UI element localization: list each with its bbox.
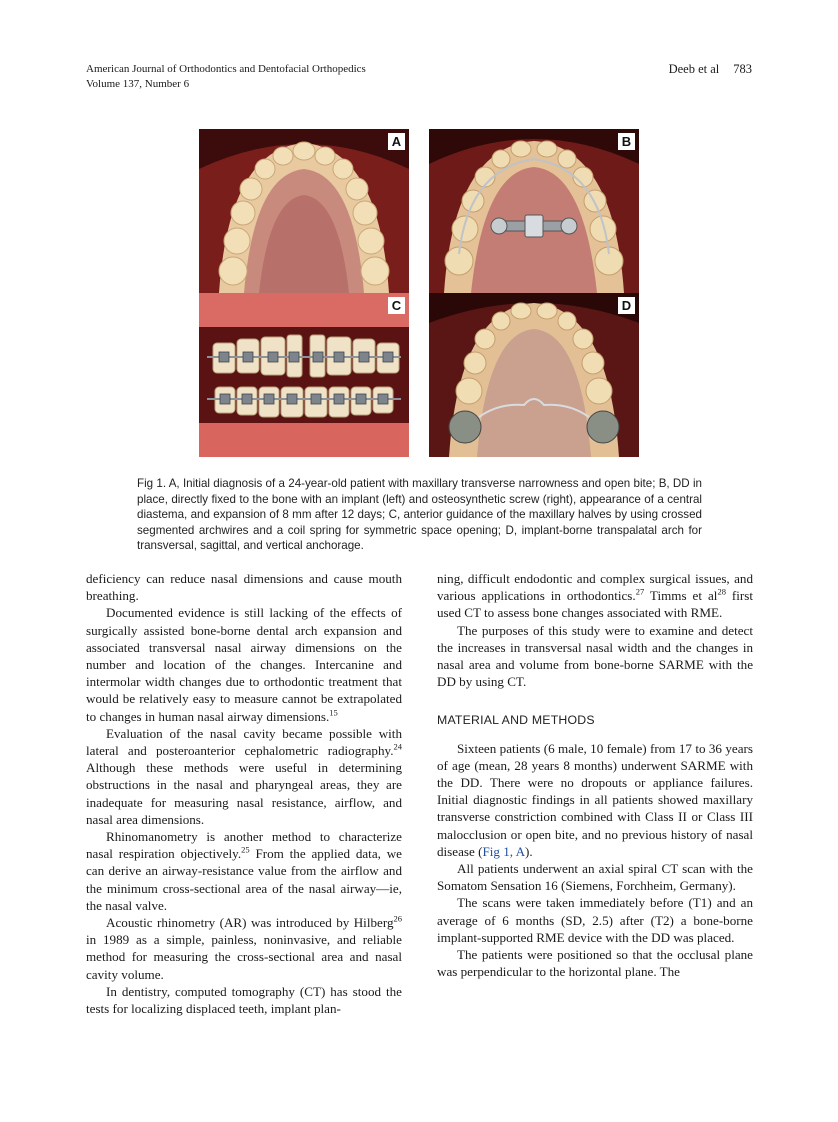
dental-photo-b	[429, 129, 639, 293]
panel-label-c: C	[388, 297, 405, 314]
paragraph: In dentistry, computed tomography (CT) has stood the tests for localizing displaced teeth, implant plan-	[86, 983, 402, 1017]
dental-photo-d	[429, 293, 639, 457]
paragraph: Rhinomanometry is another method to characterize nasal respiration objectively.$^{25}$ From the applied data, we can derive an airway-resistance value from the airflow and the minimum cross-sectional area of the nasal airway—ie, the nasal valve.	[86, 829, 402, 913]
figure-caption: Fig 1. A, Initial diagnosis of a 24-year-old patient with maxillary transverse narrowness and open bite; B, DD in place, directly fixed to the bone with an implant (left) and osteosynthetic screw (right), appearance of a central diastema, and expansion of 8 mm after 12 days; C, anterior guidance of the maxillary halves by using crossed segmented archwires and a coil spring for symmetric space opening; D, implant-borne transpalatal arch for transversal, sagittal, and vertical anchorage.	[137, 477, 702, 553]
figure-1	[199, 129, 639, 457]
running-header-left	[86, 62, 366, 92]
right-column	[437, 570, 753, 980]
figure-panel-a	[199, 129, 409, 293]
citation-ref: 15	[329, 707, 338, 718]
paragraph: The patients were positioned so that the occlusal plane was perpendicular to the horizontal plane. The	[437, 947, 753, 980]
figure-panel-b	[429, 129, 639, 293]
section-heading: MATERIAL AND METHODS	[437, 713, 595, 728]
citation-ref: 26	[393, 913, 402, 924]
running-header-right	[669, 62, 752, 77]
citation-ref: 27	[635, 586, 645, 597]
paragraph: ning, difficult endodontic and complex surgical issues, and various applications in orthodontics.$^{27}$ Timms et $al^{28}$ first used CT to assess bone changes associated with RME.	[437, 571, 754, 621]
dental-photo-c	[199, 293, 409, 457]
citation-ref: 24	[393, 741, 402, 752]
author-line: Deeb et al	[668, 62, 720, 76]
paragraph: The purposes of this study were to examine and detect the increases in transversal nasal width and the changes in nasal area and volume from bone-borne SARME with the DD by using CT.	[437, 622, 753, 690]
figure-panel-c	[199, 293, 409, 457]
journal-volume: Volume 137, Number 6	[86, 78, 190, 90]
panel-label-b: B	[618, 133, 635, 150]
left-column	[86, 570, 402, 1017]
citation-ref: 25	[241, 844, 250, 855]
panel-label-a: A	[388, 133, 405, 150]
figure-link[interactable]: Fig 1, A	[482, 843, 526, 859]
figure-panel-d	[429, 293, 639, 457]
journal-name: American Journal of Orthodontics and Dentofacial Orthopedics	[86, 63, 366, 75]
paragraph: Documented evidence is still lacking of the effects of surgically assisted bone-borne dental arch expansion and associated transversal nasal airway dimensions on the number and location of the changes. Intercanine and intermolar width changes due to orthodontic treatment that would be relatively easy to measure cannot be extrapolated to changes in human nasal airway dimensions.$^{15}$	[86, 605, 402, 724]
paragraph: The scans were taken immediately before (T1) and an average of 6 months (SD, 2.5) after (T2) a bone-borne implant-supported RME device with the DD was placed.	[437, 895, 753, 945]
paragraph: Sixteen patients (6 male, 10 female) from 17 to 36 years of age (mean, 28 years 8 months) underwent SARME with the DD. There were no dropouts or appliance failures. Initial diagnostic findings in all patients showed maxillary transverse constriction combined with Class II or Class III malocclusion or open bite, and no previous history of nasal disease (Fig 1, A).	[437, 740, 753, 859]
page-number: 783	[733, 62, 752, 76]
paragraph: All patients underwent an axial spiral CT scan with the Somatom Sensation 16 (Siemens, Forchheim, Germany).	[437, 861, 753, 894]
paragraph: deficiency can reduce nasal dimensions and cause mouth breathing.	[86, 571, 402, 604]
citation-ref: 28	[717, 586, 726, 597]
paragraph: Acoustic rhinometry (AR) was introduced by Hilberg$^{26}$ in 1989 as a simple, painless, noninvasive, and reliable method for measuring the cross-sectional area and nasal cavity volume.	[86, 913, 402, 982]
paragraph: Evaluation of the nasal cavity became possible with lateral and posteroanterior cephalometric radiography.$^{24}$ Although these methods were useful in determining obstructions in the nasal and pharyngeal areas, they are inadequate for measuring nasal resistance, airflow, and nasal area dimensions.	[86, 725, 402, 827]
panel-label-d: D	[618, 297, 635, 314]
dental-photo-a	[199, 129, 409, 293]
